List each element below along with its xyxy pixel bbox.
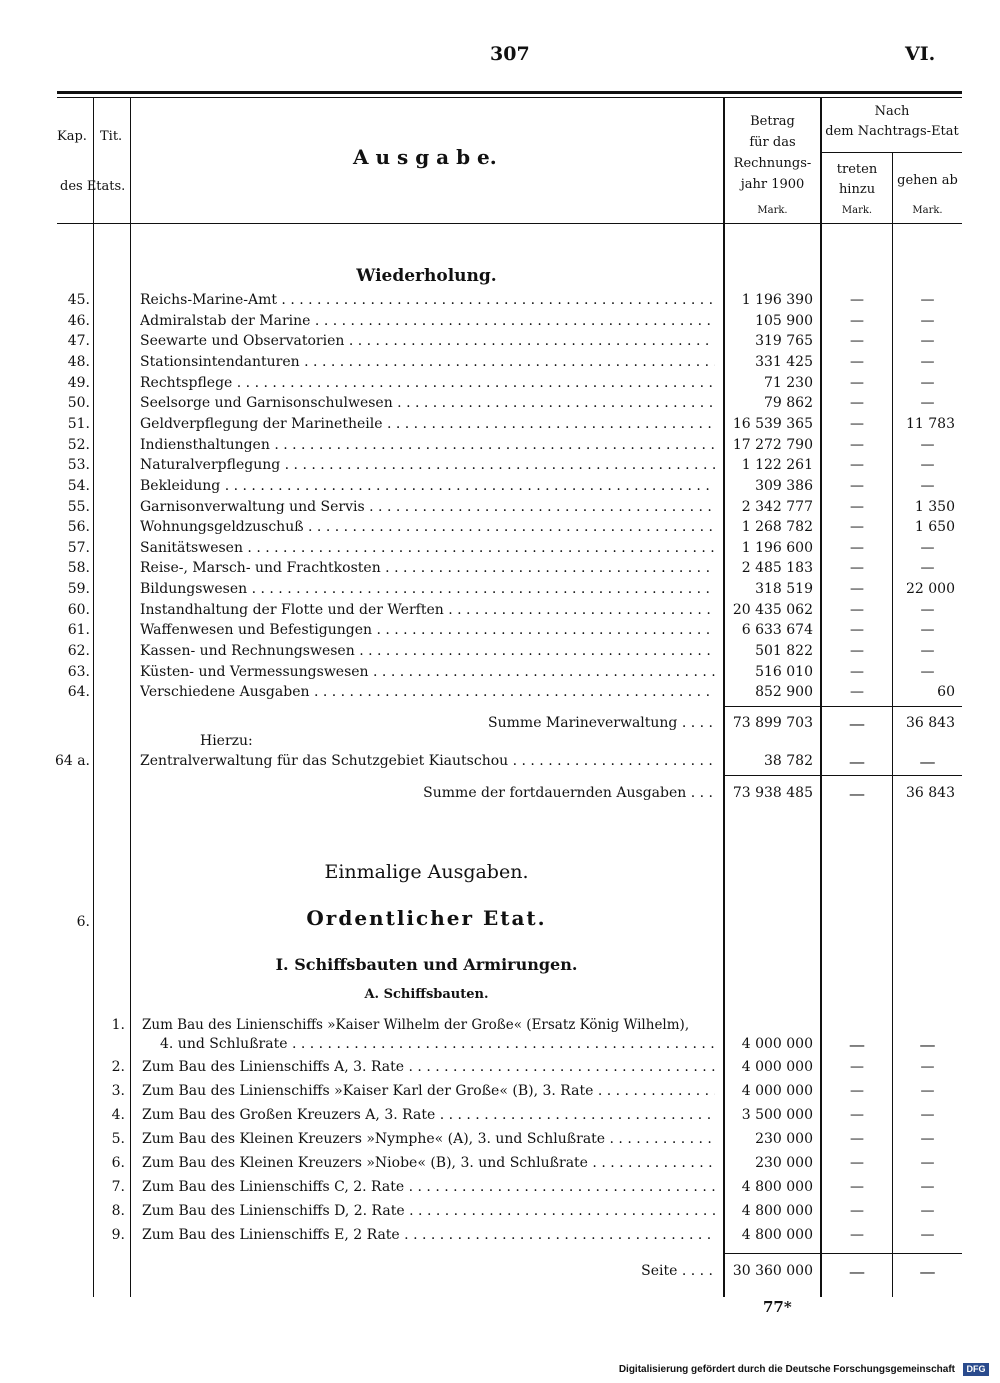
row-amount: 17 272 790	[732, 437, 813, 453]
row-label	[140, 559, 715, 577]
row-label-text: Reise-, Marsch- und Frachtkosten	[140, 560, 381, 576]
row-label-text: Waffenwesen und Befestigungen	[140, 622, 373, 638]
head-betrag-3: Rechnungs-	[733, 156, 812, 171]
bau-row-amount: 230 000	[755, 1155, 813, 1171]
head-betrag-1: Betrag	[750, 114, 795, 129]
page-number: 307	[490, 43, 530, 65]
row-label	[140, 332, 715, 350]
row-label-text: Reichs-Marine-Amt	[140, 292, 277, 308]
row-label	[140, 642, 715, 660]
row-amount: 1 268 782	[741, 519, 813, 535]
row-treten: —	[850, 292, 864, 308]
row-kap: 59.	[67, 581, 90, 597]
row-gehen: —	[920, 354, 935, 370]
seite-label: Seite . . . .	[641, 1263, 713, 1279]
bau-row-amount: 4 800 000	[741, 1227, 813, 1243]
head-betrag-4: jahr 1900	[740, 177, 805, 192]
row-gehen: 22 000	[906, 581, 955, 597]
row-amount: 6 633 674	[741, 622, 813, 638]
row-gehen: —	[920, 292, 935, 308]
seite-rule	[725, 1253, 962, 1254]
bau-row-label-text: Zum Bau des Linienschiffs »Kaiser Karl der Große« (B), 3. Rate	[142, 1083, 594, 1099]
bau-row-tit: 9.	[111, 1227, 125, 1243]
head-treten-2: hinzu	[838, 182, 876, 197]
row-label	[140, 539, 715, 557]
row-treten: —	[850, 437, 864, 453]
row-64a-amount: 38 782	[764, 753, 813, 769]
row-treten: —	[850, 602, 864, 618]
row-label-text: Admiralstab der Marine	[140, 313, 311, 329]
row-label-text: Seewarte und Observatorien	[140, 333, 345, 349]
bau-row-label	[142, 1178, 715, 1196]
ordentlicher-heading: Ordentlicher Etat.	[306, 906, 547, 930]
summe-marine-gehen: 36 843	[906, 715, 955, 731]
head-nach-2: dem Nachtrags-Etat	[825, 124, 959, 139]
bau-row-treten: —	[850, 1227, 864, 1243]
bau-row-treten: —	[850, 1203, 864, 1219]
row-label	[140, 683, 715, 701]
row-gehen: —	[920, 540, 935, 556]
row-kap: 49.	[67, 375, 90, 391]
bau-row-label-text: Zum Bau des Kleinen Kreuzers »Nymphe« (A), 3. und Schlußrate	[142, 1131, 606, 1147]
row-amount: 331 425	[755, 354, 813, 370]
row-kap: 52.	[67, 437, 90, 453]
summe-fort-treten: —	[849, 784, 865, 803]
row-kap: 63.	[67, 664, 90, 680]
row-label-text: Garnisonverwaltung und Servis	[140, 499, 365, 515]
bau-row-amount: 4 800 000	[741, 1203, 813, 1219]
row-label-text: Wohnungsgeldzuschuß	[140, 519, 304, 535]
row-amount: 1 196 390	[741, 292, 813, 308]
summe-marine-treten: —	[849, 714, 865, 733]
bau-row-tit: 6.	[111, 1155, 125, 1171]
row-gehen: —	[920, 375, 935, 391]
row-label-text: Verschiedene Ausgaben	[140, 684, 310, 700]
row-amount: 1 122 261	[741, 457, 813, 473]
row-label	[140, 415, 715, 433]
head-treten-1: treten	[836, 162, 878, 177]
row-treten: —	[850, 333, 864, 349]
bau-row-gehen: —	[920, 1179, 935, 1195]
row-kap: 50.	[67, 395, 90, 411]
head-des-etats: des Etats.	[60, 179, 126, 194]
head-ausgabe: A u s g a b e.	[353, 145, 497, 169]
row-gehen: —	[920, 622, 935, 638]
bau-row-label-text: Zum Bau des Großen Kreuzers A, 3. Rate	[142, 1107, 436, 1123]
bau-row-label-text: Zum Bau des Linienschiffs C, 2. Rate	[142, 1179, 405, 1195]
bau-row-label-text: Zum Bau des Linienschiffs D, 2. Rate	[142, 1203, 405, 1219]
bau-row-label	[142, 1202, 715, 1220]
bau-row-amount: 4 000 000	[741, 1083, 813, 1099]
row-gehen: —	[920, 478, 935, 494]
row-label-text: Rechtspflege	[140, 375, 233, 391]
row-label-text: Seelsorge und Garnisonschulwesen	[140, 395, 393, 411]
bau-row-gehen: —	[920, 1203, 935, 1219]
bau-row-gehen: —	[920, 1227, 935, 1243]
section-number: VI.	[905, 43, 936, 65]
row-amount: 79 862	[764, 395, 813, 411]
hierzu-label: Hierzu:	[200, 733, 253, 749]
seite-amount: 30 360 000	[732, 1263, 813, 1279]
row-label	[140, 518, 715, 536]
summe-fort-label: Summe der fortdauernden Ausgaben . . .	[423, 785, 713, 801]
row-label	[140, 374, 715, 392]
row-amount: 20 435 062	[732, 602, 813, 618]
row-amount: 16 539 365	[732, 416, 813, 432]
row-gehen: —	[920, 643, 935, 659]
row-label	[140, 498, 715, 516]
summe-fort-gehen: 36 843	[906, 785, 955, 801]
row-amount: 318 519	[755, 581, 813, 597]
row-kap: 46.	[67, 313, 90, 329]
row-label	[140, 663, 715, 681]
col-rule-kap	[93, 97, 94, 1297]
row-label-text: Sanitätswesen	[140, 540, 243, 556]
row-treten: —	[850, 478, 864, 494]
bau-row-treten: —	[850, 1155, 864, 1171]
row-label	[140, 601, 715, 619]
col-rule-betrag	[723, 97, 725, 1297]
row-label	[140, 456, 715, 474]
row-amount: 1 196 600	[741, 540, 813, 556]
row-gehen: —	[920, 602, 935, 618]
row-label	[140, 394, 715, 412]
header-bottom-rule	[57, 223, 962, 224]
bau-row-tit: 5.	[111, 1131, 125, 1147]
row-label-text: Indiensthaltungen	[140, 437, 270, 453]
bau-row-1-line2: 4. und Schlußrate . . .	[160, 1035, 715, 1053]
bau-row-tit: 2.	[111, 1059, 125, 1075]
row-gehen: 11 783	[906, 416, 955, 432]
bau-row-label-text: Zum Bau des Linienschiffs A, 3. Rate	[142, 1059, 405, 1075]
row-amount: 71 230	[764, 375, 813, 391]
row-64a-kap: 64 a.	[54, 753, 90, 769]
row-label-text: Instandhaltung der Flotte und der Werften	[140, 602, 444, 618]
row-64a-label: Zentralverwaltung für das Schutzgebiet Kiautschou . . .	[140, 752, 715, 770]
row-label-text: Stationsintendanturen	[140, 354, 300, 370]
bau-row-gehen: —	[920, 1155, 935, 1171]
row-gehen: —	[920, 313, 935, 329]
row-treten: —	[850, 313, 864, 329]
row-label-text: Geldverpflegung der Marinetheile	[140, 416, 383, 432]
bau-row-label-text: Zum Bau des Kleinen Kreuzers »Niobe« (B), 3. und Schlußrate	[142, 1155, 588, 1171]
row-kap: 57.	[67, 540, 90, 556]
bau-row-1-tit: 1.	[111, 1017, 125, 1033]
row-kap: 54.	[67, 478, 90, 494]
row-treten: —	[850, 499, 864, 515]
row-gehen: —	[920, 457, 935, 473]
row-treten: —	[850, 540, 864, 556]
summe-fort-amount: 73 938 485	[732, 785, 813, 801]
summe-marine-label: Summe Marineverwaltung . . . .	[488, 715, 713, 731]
bau-row-treten: —	[850, 1131, 864, 1147]
bau-row-1-gehen: —	[919, 1035, 936, 1054]
row-kap: 64.	[67, 684, 90, 700]
bau-row-treten: —	[850, 1107, 864, 1123]
row-gehen: 1 650	[914, 519, 955, 535]
bau-row-tit: 8.	[111, 1203, 125, 1219]
row-kap: 47.	[67, 333, 90, 349]
head-kap: Kap.	[57, 129, 87, 144]
row-label-text: Naturalverpflegung	[140, 457, 281, 473]
head-mark-betrag: Mark.	[757, 205, 788, 216]
row-amount: 516 010	[755, 664, 813, 680]
row-treten: —	[850, 643, 864, 659]
row-treten: —	[850, 519, 864, 535]
row-treten: —	[850, 457, 864, 473]
bau-row-label	[142, 1058, 715, 1076]
einmalige-heading: Einmalige Ausgaben.	[324, 861, 529, 883]
ordentlicher-kap: 6.	[76, 914, 90, 930]
head-mark-gehen: Mark.	[912, 205, 943, 216]
bau-row-amount: 230 000	[755, 1131, 813, 1147]
sum-rule-2	[725, 775, 962, 776]
row-label	[140, 621, 715, 639]
row-label	[140, 436, 715, 454]
row-amount: 852 900	[755, 684, 813, 700]
row-amount: 2 342 777	[741, 499, 813, 515]
row-treten: —	[850, 395, 864, 411]
row-treten: —	[850, 354, 864, 370]
bau-row-label	[142, 1106, 715, 1124]
row-gehen: 1 350	[914, 499, 955, 515]
row-label	[140, 353, 715, 371]
bau-row-treten: —	[850, 1179, 864, 1195]
head-gehen: gehen ab	[897, 173, 958, 188]
row-gehen: —	[920, 664, 935, 680]
row-treten: —	[850, 581, 864, 597]
top-rule-thin	[57, 97, 962, 98]
bau-row-gehen: —	[920, 1131, 935, 1147]
bau-row-label	[142, 1226, 715, 1244]
row-gehen: 60	[937, 684, 955, 700]
row-kap: 51.	[67, 416, 90, 432]
row-gehen: —	[920, 395, 935, 411]
bau-row-gehen: —	[920, 1083, 935, 1099]
row-amount: 309 386	[755, 478, 813, 494]
wiederholung-heading: Wiederholung.	[356, 266, 497, 286]
bau-row-1-amount: 4 000 000	[741, 1036, 813, 1052]
bau-row-tit: 7.	[111, 1179, 125, 1195]
signature-mark: 77*	[763, 1298, 792, 1316]
row-64a-treten: —	[849, 752, 865, 771]
row-amount: 105 900	[755, 313, 813, 329]
row-label	[140, 580, 715, 598]
seite-treten: —	[849, 1262, 865, 1281]
bau-row-label	[142, 1154, 715, 1172]
head-nach-1: Nach	[874, 104, 910, 119]
row-amount: 501 822	[755, 643, 813, 659]
row-label-text: Bildungswesen	[140, 581, 248, 597]
row-kap: 56.	[67, 519, 90, 535]
bau-row-tit: 4.	[111, 1107, 125, 1123]
row-treten: —	[850, 416, 864, 432]
bau-row-treten: —	[850, 1059, 864, 1075]
row-kap: 55.	[67, 499, 90, 515]
row-amount: 319 765	[755, 333, 813, 349]
row-gehen: —	[920, 560, 935, 576]
top-rule-thick	[57, 91, 962, 94]
bau-row-tit: 3.	[111, 1083, 125, 1099]
bau-row-amount: 4 800 000	[741, 1179, 813, 1195]
row-label-text: Bekleidung	[140, 478, 221, 494]
row-gehen: —	[920, 437, 935, 453]
row-label	[140, 312, 715, 330]
bau-row-label	[142, 1130, 715, 1148]
row-amount: 2 485 183	[741, 560, 813, 576]
bau-row-1-line1: Zum Bau des Linienschiffs »Kaiser Wilhelm der Große« (Ersatz König Wilhelm),	[142, 1017, 690, 1033]
head-mark-treten: Mark.	[841, 205, 873, 216]
schiffsbauten-heading: I. Schiffsbauten und Armirungen.	[275, 955, 578, 974]
row-treten: —	[850, 622, 864, 638]
a-schiffsbauten-heading: A. Schiffsbauten.	[364, 987, 489, 1002]
bau-row-amount: 3 500 000	[741, 1107, 813, 1123]
row-kap: 45.	[67, 292, 90, 308]
bau-row-label	[142, 1082, 715, 1100]
sum-rule-1	[725, 706, 962, 707]
row-64a-gehen: —	[919, 752, 936, 771]
row-treten: —	[850, 664, 864, 680]
row-kap: 58.	[67, 560, 90, 576]
row-kap: 60.	[67, 602, 90, 618]
row-kap: 48.	[67, 354, 90, 370]
row-kap: 62.	[67, 643, 90, 659]
dfg-logo	[963, 1363, 989, 1376]
summe-marine-amount: 73 899 703	[732, 715, 813, 731]
bau-row-gehen: —	[920, 1059, 935, 1075]
head-tit: Tit.	[100, 129, 123, 144]
bau-row-1-treten: —	[849, 1035, 865, 1054]
row-treten: —	[850, 560, 864, 576]
row-treten: —	[850, 684, 864, 700]
dfg-logo-text: DFG	[966, 1364, 986, 1374]
row-label-text: Kassen- und Rechnungswesen	[140, 643, 355, 659]
row-kap: 61.	[67, 622, 90, 638]
row-treten: —	[850, 375, 864, 391]
row-label-text: Küsten- und Vermessungswesen	[140, 664, 369, 680]
row-label	[140, 291, 715, 309]
row-label	[140, 477, 715, 495]
bau-row-treten: —	[850, 1083, 864, 1099]
footer-credit: Digitalisierung gefördert durch die Deutsche Forschungsgemeinschaft	[618, 1364, 955, 1375]
bau-row-amount: 4 000 000	[741, 1059, 813, 1075]
bau-row-gehen: —	[920, 1107, 935, 1123]
bau-row-label-text: Zum Bau des Linienschiffs E, 2 Rate	[142, 1227, 400, 1243]
row-kap: 53.	[67, 457, 90, 473]
row-gehen: —	[920, 333, 935, 349]
seite-gehen: —	[919, 1262, 936, 1281]
head-betrag-2: für das	[749, 135, 796, 150]
